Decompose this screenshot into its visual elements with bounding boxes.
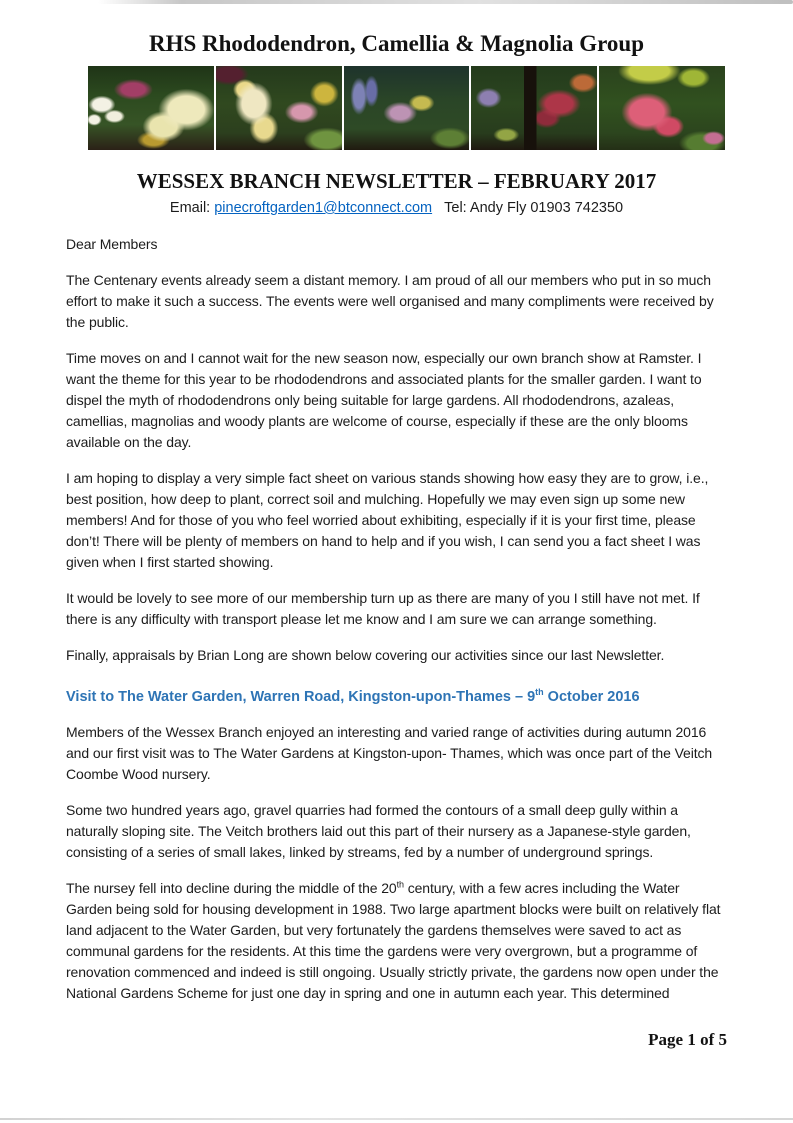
garden-banner-image [88,66,725,150]
paragraph-membership: It would be lovely to see more of our membership turn up as there are many of you I still have not met. If there is any difficulty with transport please let me know and I am sure we can arrange something. [66,590,700,627]
section-heading-ordinal-suffix: th [535,687,544,698]
banner-photo-purple-delphiniums [344,66,470,150]
scan-artifact-bottom [0,1118,793,1120]
banner-photo-yellow-blooms [216,66,342,150]
banner-photo-red-maple [471,66,597,150]
paragraph-gravel-quarries: Some two hundred years ago, gravel quarries had formed the contours of a small deep gully within a naturally sloping site. The Veitch brothers laid out this part of their nursery as a Japanese-style garden, consisting of a series of small lakes, linked by streams, fed by a number of underground springs. [66,802,691,860]
section-heading-water-garden [66,687,727,707]
paragraph-appraisals: Finally, appraisals by Brian Long are shown below covering our activities since our last Newsletter. [66,647,665,663]
paragraph-nursery-decline [66,878,727,1004]
paragraph-nursery-decline-rest: century, with a few acres including the Water Garden being sold for housing development in 1988. Two large apartment blocks were built on relatively flat land adjacent to the Water Garden, but very fortunately the gardens themselves were saved to act as communal gardens for the residents. At this time the gardens were very overgrown, but a programme of renovation commenced and indeed is still ongoing. Usually strictly private, the gardens now open under the National Gardens Scheme for just one day in spring and one in autumn each year. This determined [66,880,721,1001]
telephone-text: Tel: Andy Fly 01903 742350 [444,200,624,216]
banner-photo-pink-azalea [599,66,725,150]
page-number: Page 1 of 5 [648,1030,727,1049]
scan-artifact-top [98,0,793,4]
email-label: Email: [169,200,211,216]
banner-photo-white-rhododendrons [88,66,214,150]
century-ordinal-suffix: th [396,879,404,890]
paragraph-new-season: Time moves on and I cannot wait for the new season now, especially our own branch show at Ramster. I want the theme for this year to be rhododendrons and associated plants for the smaller garden. I want to dispel the myth of rhododendrons only being suitable for large gardens. All rhododendrons, azaleas, camellias, magnolias and woody plants are welcome of course, especially if these are the only blooms available on the day. [66,350,702,450]
section-heading-text: Visit to The Water Garden, Warren Road, Kingston-upon-Thames – 9 [66,689,536,705]
group-title: RHS Rhododendron, Camellia & Magnolia Group [148,31,644,56]
paragraph-nursery-decline-start: The nursey fell into decline during the middle of the 20 [66,880,397,896]
paragraph-wessex-visit: Members of the Wessex Branch enjoyed an interesting and varied range of activities during autumn 2016 and our first visit was to The Water Gardens at Kingston-upon- Thames, which was once part of the Veitch Coombe Wood nursery. [66,724,713,782]
newsletter-title: WESSEX BRANCH NEWSLETTER – FEBRUARY 2017 [136,169,657,193]
paragraph-fact-sheet: I am hoping to display a very simple fact sheet on various stands showing how easy they are to grow, i.e., best position, how deep to plant, correct soil and mulching. Hopefully we may even sign up some new members! And for those of you who feel worried about exhibiting, especially if it is your first time, please don’t! There will be plenty of members on hand to help and if you wish, I can send you a fact sheet I was given when I first started showing. [66,470,709,570]
section-heading-date: October 2016 [543,689,640,705]
contact-line [66,198,727,219]
salutation: Dear Members [66,236,158,252]
email-link[interactable]: pinecroftgarden1@btconnect.com [214,200,433,216]
paragraph-centenary: The Centenary events already seem a distant memory. I am proud of all our members who put in so much effort to make it such a success. The events were well organised and many compliments were received by the public. [66,272,714,330]
